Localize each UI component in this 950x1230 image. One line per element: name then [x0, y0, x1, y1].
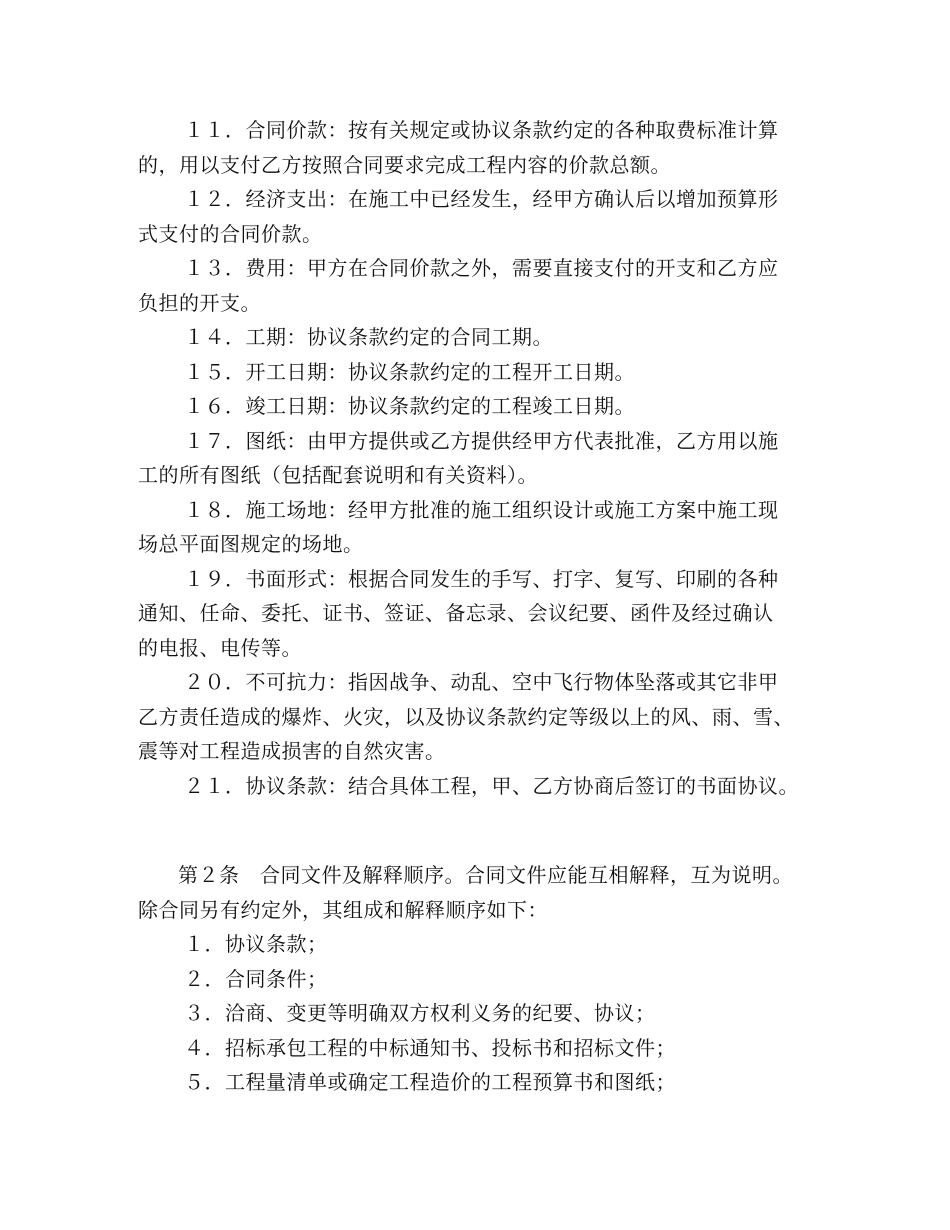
definition-11: １１．合同价款：按有关规定或协议条款约定的各种取费标准计算 的，用以支付乙方按照合同要求完成工程内容的价款总额。: [138, 118, 779, 177]
article-2-item-4: ４．招标承包工程的中标通知书、投标书和招标文件；: [184, 1035, 676, 1060]
definition-20: ２０．不可抗力：指因战争、动乱、空中飞行物体坠落或其它非甲 乙方责任造成的爆炸、火灾，以及协议条款约定等级以上的风、雨、雪、 震等对工程造成损害的自然灾害。: [138, 670, 794, 763]
definition-12: １２．经济支出：在施工中已经发生，经甲方确认后以增加预算形 式支付的合同价款。: [138, 187, 779, 246]
definition-18: １８．施工场地：经甲方批准的施工组织设计或施工方案中施工现 场总平面图规定的场地。: [138, 497, 779, 556]
article-2-item-2: ２．合同条件；: [184, 966, 328, 991]
definition-16: １６．竣工日期：协议条款约定的工程竣工日期。: [184, 394, 635, 418]
definition-17: １７．图纸：由甲方提供或乙方提供经甲方代表批准，乙方用以施 工的所有图纸（包括配套说明和有关资料）。: [138, 428, 779, 487]
definition-19: １９．书面形式：根据合同发生的手写、打字、复写、印刷的各种 通知、任命、委托、证书、签证、备忘录、会议纪要、函件及经过确认 的电报、电传等。: [138, 566, 779, 660]
definition-14: １４．工期：协议条款约定的合同工期。: [184, 325, 553, 349]
article-2-heading: 第２条 合同文件及解释顺序。合同文件应能互相解释，互为说明。 除合同另有约定外，其组成和解释顺序如下：: [138, 863, 793, 922]
definitions-list: [138, 113, 838, 803]
article-2-item-1: １．协议条款；: [184, 932, 328, 956]
article-2-item-5: ５．工程量清单或确定工程造价的工程预算书和图纸；: [184, 1070, 676, 1094]
article-2-section: [138, 858, 838, 1100]
definition-13: １３．费用：甲方在合同价款之外，需要直接支付的开支和乙方应 负担的开支。: [138, 256, 779, 315]
definition-21: ２１．协议条款：结合具体工程，甲、乙方协商后签订的书面协议。: [184, 773, 799, 798]
article-2-item-3: ３．洽商、变更等明确双方权利义务的纪要、协议；: [184, 1001, 656, 1025]
definition-15: １５．开工日期：协议条款约定的工程开工日期。: [184, 359, 635, 384]
